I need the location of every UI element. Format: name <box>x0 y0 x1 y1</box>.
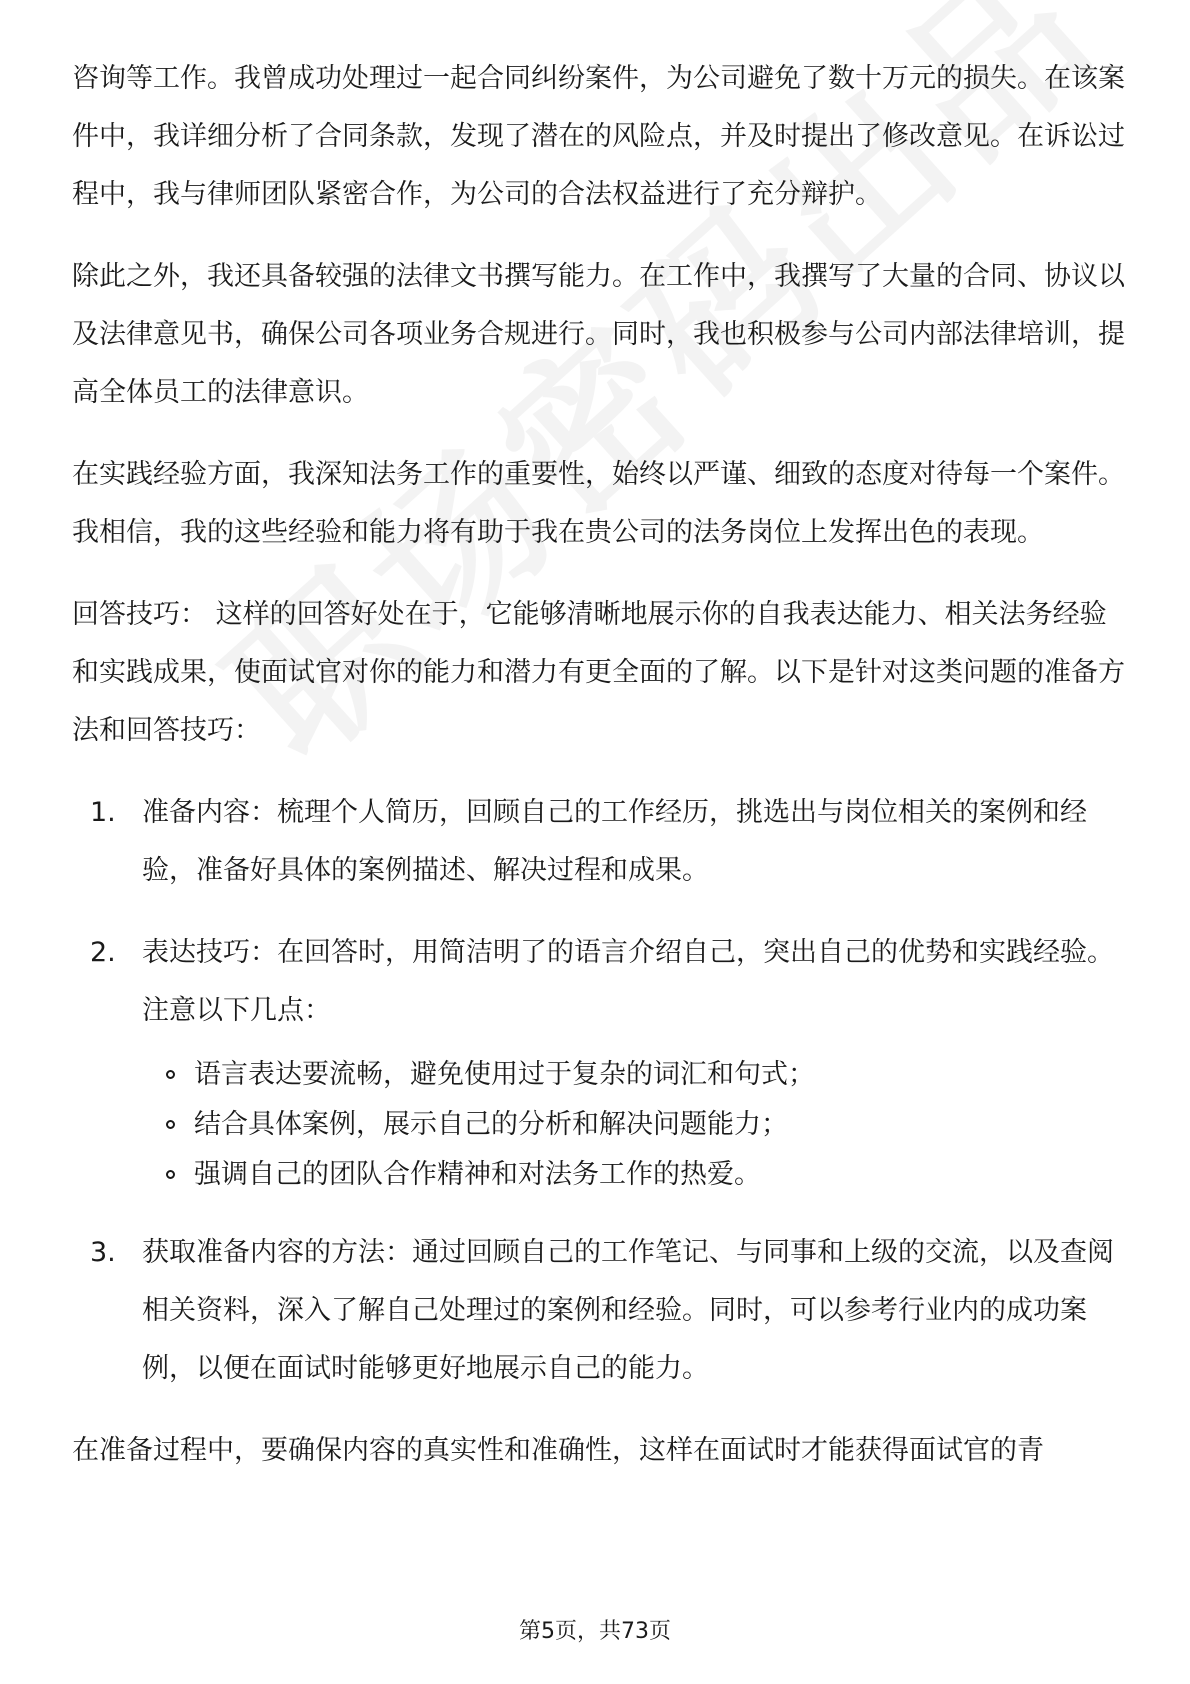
circle-bullet-icon <box>166 1070 175 1079</box>
paragraph-answer-tips: 回答技巧： 这样的回答好处在于，它能够清晰地展示你的自我表达能力、相关法务经验和实践成果，使面试官对你的能力和潜力有更全面的了解。以下是针对这类问题的准备方法和回答技巧： <box>72 599 1125 746</box>
bullet-list <box>142 1050 1132 1200</box>
list-item-text: 表达技巧：在回答时，用简洁明了的语言介绍自己，突出自己的优势和实践经验。注意以下几点： <box>142 937 1114 1026</box>
bullet-text: 结合具体案例，展示自己的分析和解决问题能力； <box>194 1109 788 1140</box>
list-item <box>90 1224 1132 1398</box>
list-item <box>90 924 1132 1200</box>
list-item <box>90 784 1132 900</box>
paragraph-legal-writing: 除此之外，我还具备较强的法律文书撰写能力。在工作中，我撰写了大量的合同、协议以及法律意见书，确保公司各项业务合规进行。同时，我也积极参与公司内部法律培训，提高全体员工的法律意识。 <box>72 261 1125 408</box>
list-item-text: 获取准备内容的方法：通过回顾自己的工作笔记、与同事和上级的交流，以及查阅相关资料，深入了解自己处理过的案例和经验。同时，可以参考行业内的成功案例，以便在面试时能够更好地展示自己的能力。 <box>142 1237 1114 1384</box>
list-number: 2. <box>90 937 116 968</box>
bullet-item <box>166 1100 1132 1150</box>
bullet-item <box>166 1050 1132 1100</box>
bullet-text: 语言表达要流畅，避免使用过于复杂的词汇和句式； <box>194 1059 815 1090</box>
numbered-list <box>72 784 1132 1398</box>
paragraph-practice-experience: 在实践经验方面，我深知法务工作的重要性，始终以严谨、细致的态度对待每一个案件。我相信，我的这些经验和能力将有助于我在贵公司的法务岗位上发挥出色的表现。 <box>72 459 1125 548</box>
bullet-item <box>166 1150 1132 1200</box>
bullet-text: 强调自己的团队合作精神和对法务工作的热爱。 <box>194 1159 761 1190</box>
circle-bullet-icon <box>166 1120 175 1129</box>
document-page <box>72 50 1132 1504</box>
page-number: 第5页，共73页 <box>519 1619 671 1644</box>
paragraph-case-experience: 咨询等工作。我曾成功处理过一起合同纠纷案件，为公司避免了数十万元的损失。在该案件中，我详细分析了合同条款，发现了潜在的风险点，并及时提出了修改意见。在诉讼过程中，我与律师团队紧密合作，为公司的合法权益进行了充分辩护。 <box>72 63 1125 210</box>
paragraph-preparation: 在准备过程中，要确保内容的真实性和准确性，这样在面试时才能获得面试官的青 <box>72 1435 1044 1466</box>
list-number: 1. <box>90 797 116 828</box>
list-number: 3. <box>90 1237 116 1268</box>
circle-bullet-icon <box>166 1170 175 1179</box>
list-item-text: 准备内容：梳理个人简历，回顾自己的工作经历，挑选出与岗位相关的案例和经验，准备好具体的案例描述、解决过程和成果。 <box>142 797 1087 886</box>
